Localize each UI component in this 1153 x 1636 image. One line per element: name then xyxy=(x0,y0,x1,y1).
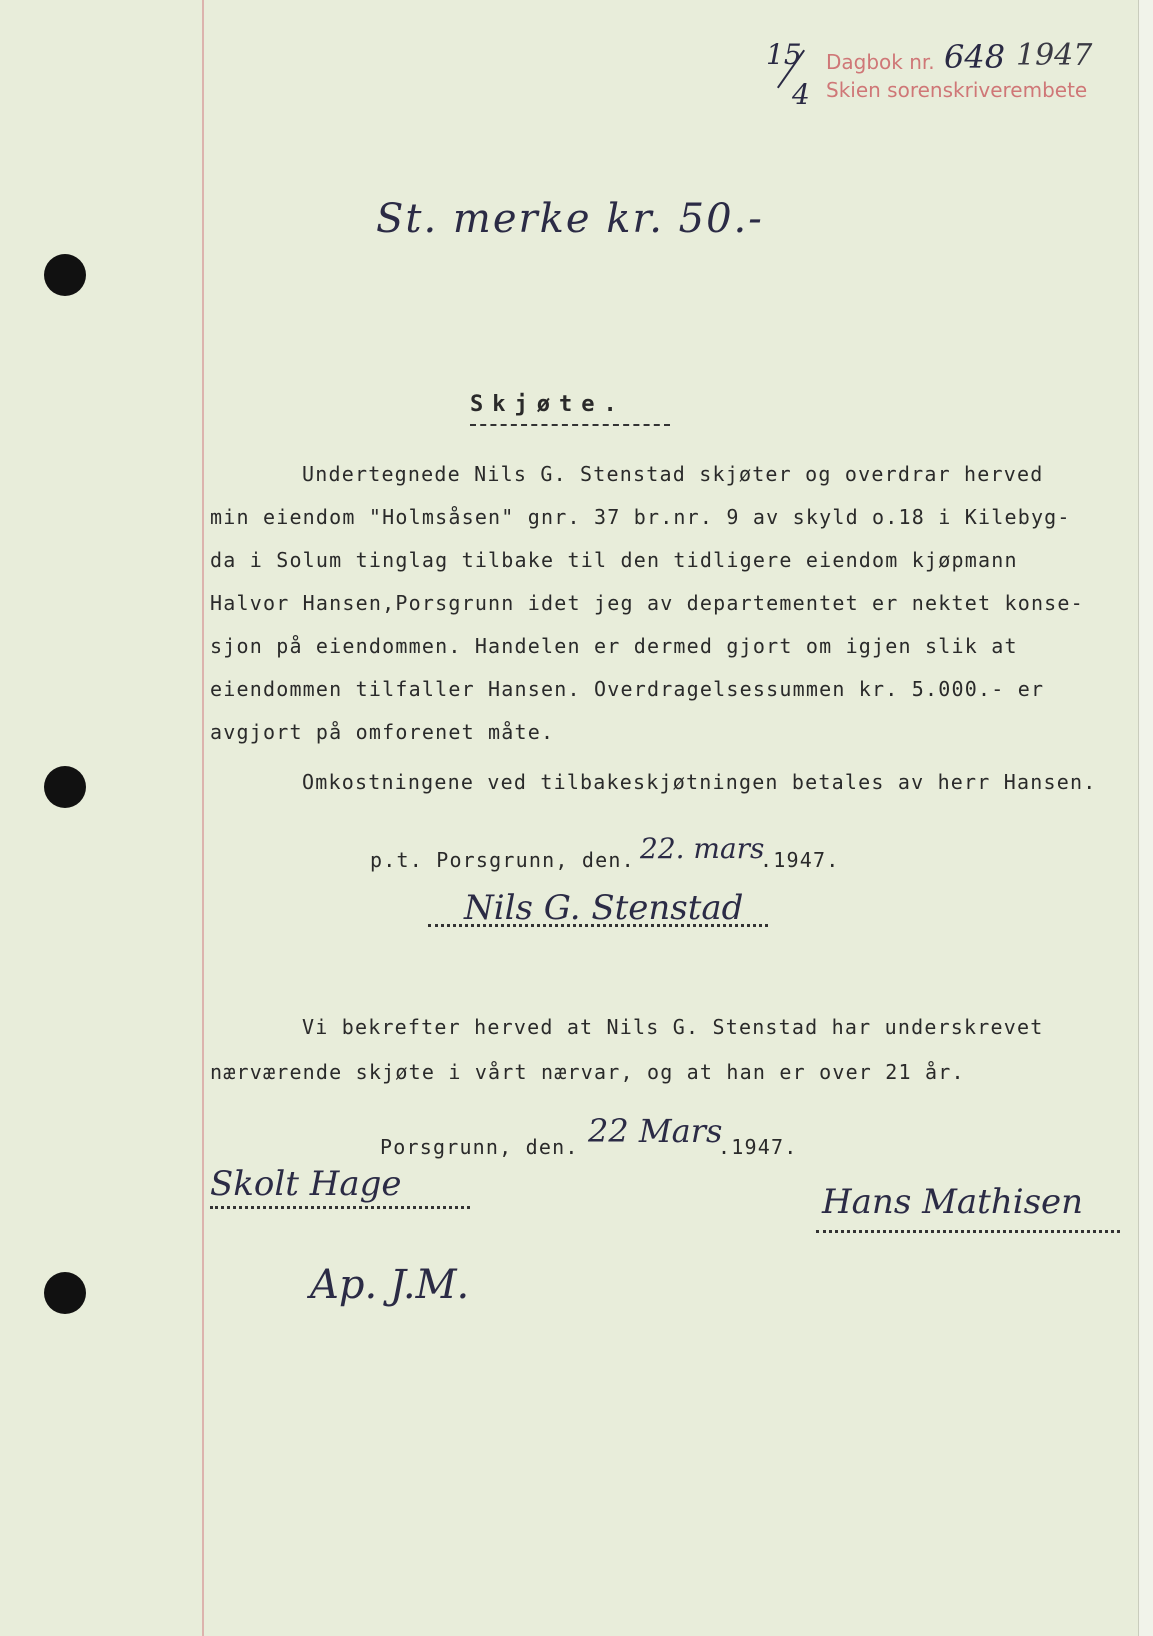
margin-rule xyxy=(202,0,204,1636)
stamp-office-name: Skien sorenskriverembete xyxy=(826,78,1088,102)
body-line: min eiendom "Holmsåsen" gnr. 37 br.nr. 9 av skyld o.18 i Kilebyg- xyxy=(210,505,1071,529)
registration-date-day: 15 xyxy=(766,38,802,71)
place-date-2-handwritten: 22 Mars xyxy=(588,1112,723,1150)
signature-witness-right: Hans Mathisen xyxy=(822,1182,1084,1222)
stamp-year: 1947 xyxy=(1016,38,1093,73)
registration-stamp xyxy=(826,38,1106,108)
place-date-2-year: .1947. xyxy=(718,1135,798,1159)
punch-hole-bottom xyxy=(44,1272,86,1314)
place-date-2-prefix: Porsgrunn, den. xyxy=(380,1135,579,1159)
body-line: da i Solum tinglag tilbake til den tidligere eiendom kjøpmann xyxy=(210,548,1018,572)
stamp-journal-number: 648 xyxy=(944,38,1006,76)
place-date-1-handwritten: 22. mars xyxy=(640,832,765,865)
witness-right-dotted-line xyxy=(816,1230,1120,1233)
body-line: Undertegnede Nils G. Stenstad skjøter og overdrar herved xyxy=(302,462,1044,486)
body-line: sjon på eiendommen. Handelen er dermed gjort om igjen slik at xyxy=(210,634,1018,658)
page-edge xyxy=(1138,0,1153,1636)
stamp-duty-note: St. merke kr. 50.- xyxy=(376,196,764,242)
signature-witness-left: Skolt Hage xyxy=(210,1164,402,1204)
place-date-1-year: .1947. xyxy=(760,848,840,872)
witness-line: Vi bekrefter herved at Nils G. Stenstad har underskrevet xyxy=(302,1015,1044,1039)
document-title: Skjøte. xyxy=(470,392,626,417)
signature-witness-left-note: Ap. J.M. xyxy=(310,1262,470,1308)
body-line: eiendommen tilfaller Hansen. Overdragelsessummen kr. 5.000.- er xyxy=(210,677,1045,701)
body-line: Halvor Hansen,Porsgrunn idet jeg av departementet er nektet konse- xyxy=(210,591,1084,615)
body-line: avgjort på omforenet måte. xyxy=(210,720,555,744)
witness-line: nærværende skjøte i vårt nærvar, og at han er over 21 år. xyxy=(210,1060,965,1084)
title-underline xyxy=(470,424,670,426)
registration-date-month: 4 xyxy=(792,78,810,111)
witness-left-dotted-line xyxy=(210,1206,470,1209)
place-date-1-prefix: p.t. Porsgrunn, den. xyxy=(370,848,635,872)
signature-nils-stenstad: Nils G. Stenstad xyxy=(464,888,744,928)
body-line: Omkostningene ved tilbakeskjøtningen betales av herr Hansen. xyxy=(302,770,1097,794)
stamp-label-dagbok: Dagbok nr. xyxy=(826,50,935,74)
registration-date-note xyxy=(762,38,822,118)
punch-hole-middle xyxy=(44,766,86,808)
punch-hole-top xyxy=(44,254,86,296)
